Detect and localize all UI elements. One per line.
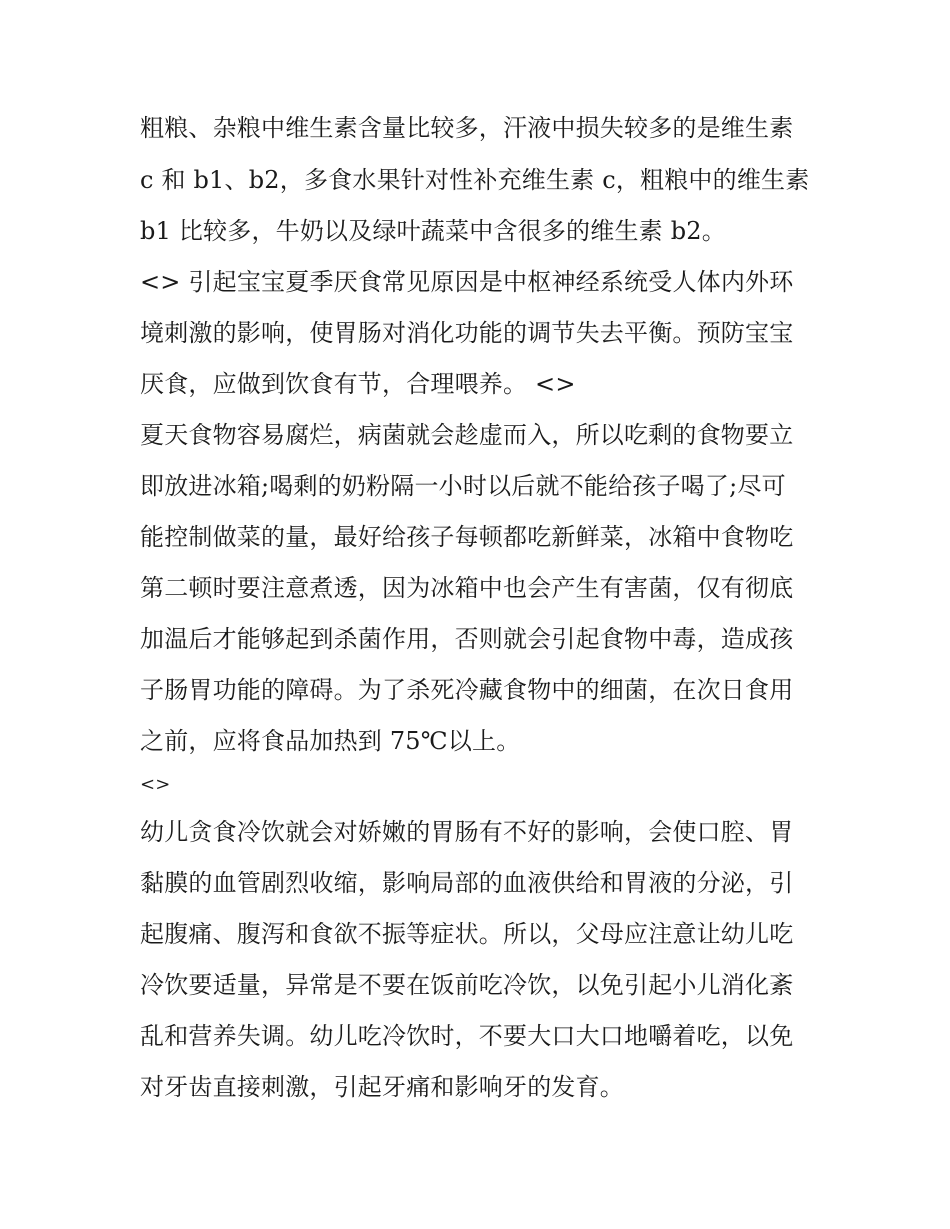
text-line: 乱和营养失调。幼儿吃冷饮时，不要大口大口地嚼着吃，以免: [140, 1022, 794, 1050]
text-line: 黏膜的血管剧烈收缩，影响局部的血液供给和胃液的分泌，引: [140, 869, 794, 897]
text-line: 幼儿贪食冷饮就会对娇嫩的胃肠有不好的影响，会使口腔、胃: [140, 818, 794, 846]
text-line: 冷饮要适量，异常是不要在饭前吃冷饮，以免引起小儿消化紊: [140, 971, 794, 999]
text-line: 对牙齿直接刺激，引起牙痛和影响牙的发育。: [140, 1073, 624, 1101]
text-line: 即放进冰箱;喝剩的奶粉隔一小时以后就不能给孩子喝了;尽可: [140, 472, 786, 500]
text-line: 之前，应将食品加热到 75℃以上。: [140, 727, 521, 755]
text-line: 子肠胃功能的障碍。为了杀死冷藏食物中的细菌，在次日食用: [140, 676, 794, 704]
text-line: 厌食，应做到饮食有节，合理喂养。 <>: [140, 370, 576, 398]
text-line: 夏天食物容易腐烂，病菌就会趁虚而入，所以吃剩的食物要立: [140, 421, 794, 449]
text-line: <>: [140, 774, 171, 795]
text-line: 能控制做菜的量，最好给孩子每顿都吃新鲜菜，冰箱中食物吃: [140, 523, 794, 551]
text-line: b1 比较多，牛奶以及绿叶蔬菜中含很多的维生素 b2。: [140, 217, 726, 245]
text-line: 境刺激的影响，使胃肠对消化功能的调节失去平衡。预防宝宝: [140, 319, 794, 347]
text-line: 加温后才能够起到杀菌作用，否则就会引起食物中毒，造成孩: [140, 625, 794, 653]
text-line: c 和 b1、b2，多食水果针对性补充维生素 c，粗粮中的维生素: [140, 166, 810, 194]
text-line: 第二顿时要注意煮透，因为冰箱中也会产生有害菌，仅有彻底: [140, 574, 794, 602]
text-line: <> 引起宝宝夏季厌食常见原因是中枢神经系统受人体内外环: [140, 268, 794, 296]
text-line: 粗粮、杂粮中维生素含量比较多，汗液中损失较多的是维生素: [140, 114, 794, 142]
text-line: 起腹痛、腹泻和食欲不振等症状。所以，父母应注意让幼儿吃: [140, 920, 794, 948]
